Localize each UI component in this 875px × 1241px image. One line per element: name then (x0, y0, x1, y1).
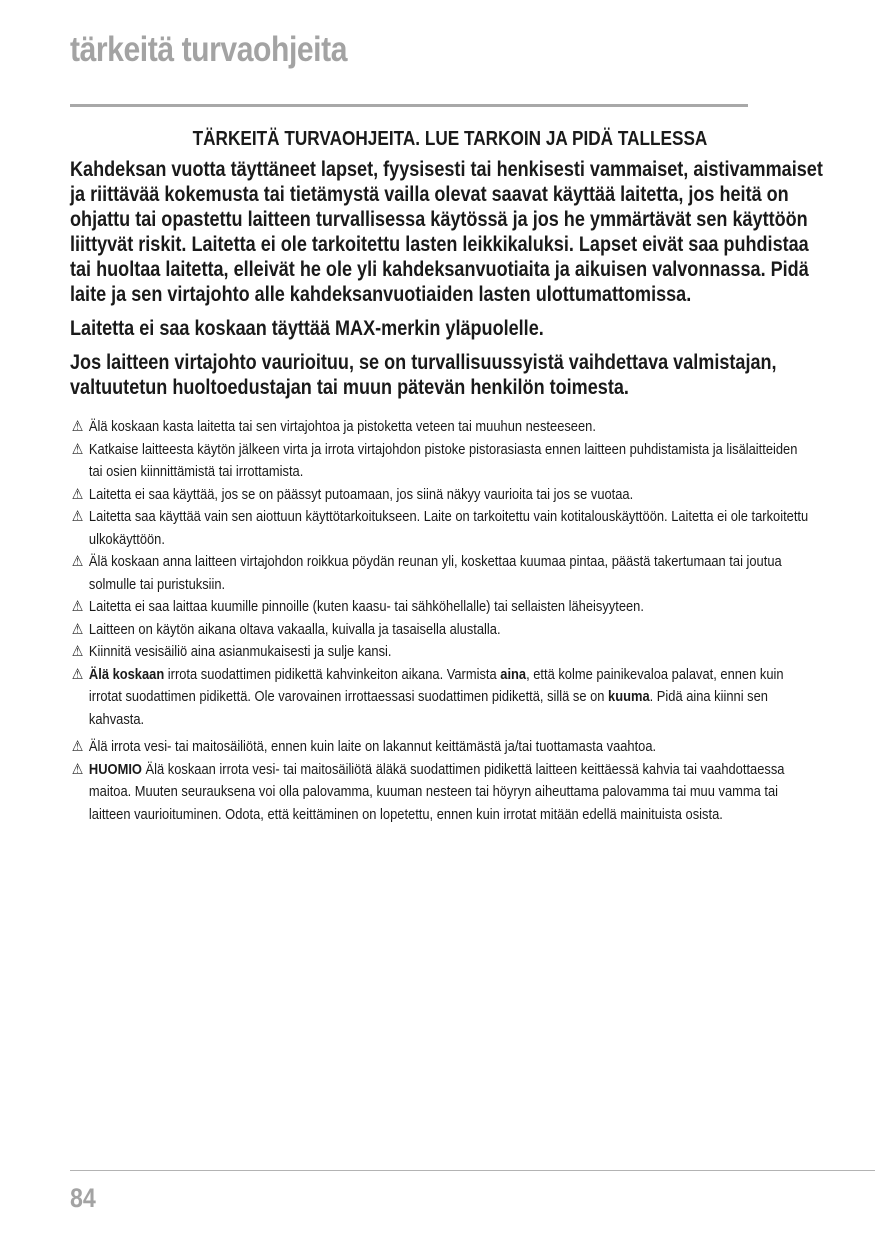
filter-holder-warning (70, 664, 811, 732)
warning-item (70, 416, 811, 439)
warning-text: irrota suodattimen pidikettä kahvinkeiton aikana. Varmista (164, 665, 501, 683)
warning-text: , että kolme painikevaloa palavat, ennen kuin irrotat suodattimen pidikettä. Ole varovainen irrottaessasi suodattimen pidikettä, sillä se on (88, 665, 784, 705)
emphasis: aina (500, 665, 527, 683)
warning-triangle-icon: ⚠ (71, 760, 84, 778)
main-content (70, 128, 830, 826)
warning-text: . Pidä aina kiinni sen kahvasta. (88, 688, 768, 728)
children-safety-paragraph: Kahdeksan vuotta täyttäneet lapset, fyysisesti tai henkisesti vammaiset, aistivammaiset ja riittävää kokemusta tai tietämystä vailla olevat saavat käyttää laitetta, jos heitä on ohjattu tai opastettu laitteen turvallisessa käytössä ja jos he ymmärtävät sen käyttöön liittyvät riskit. Laitetta ei ole tarkoitettu lasten leikkikaluksi. Lapset eivät saa puhdistaa tai huoltaa laitetta, elleivät he ole yli kahdeksanvuotiaita ja aikuisen valvonnassa. Pidä laite ja sen virtajohto alle kahdeksanvuotiaiden lasten ulottumattomissa. (70, 158, 823, 306)
warning-triangle-icon: ⚠ (71, 620, 84, 638)
warning-triangle-icon: ⚠ (71, 440, 84, 458)
section-heading: TÄRKEITÄ TURVAOHJEITA. LUE TARKOIN JA PIDÄ TALLESSA (192, 128, 708, 150)
warning-text: Laitetta ei saa laittaa kuumille pinnoille (kuten kaasu- tai sähköhellalle) tai sellaisten läheisyyteen. (88, 598, 644, 615)
warning-triangle-icon: ⚠ (71, 553, 84, 570)
emphasis: kuuma (608, 688, 650, 705)
warning-text: Älä koskaan kasta laitetta tai sen virtajohtoa ja pistoketta veteen tai muuhun nesteeseen. (88, 418, 596, 435)
warning-triangle-icon: ⚠ (71, 665, 84, 683)
warning-item (70, 619, 811, 642)
warning-item (70, 484, 811, 507)
warning-triangle-icon: ⚠ (71, 508, 84, 525)
warning-text: Älä koskaan anna laitteen virtajohdon roikkua pöydän reunan yli, koskettaa kuumaa pintaa, päästä takertumaan tai joutua solmulle tai puristuksiin. (88, 553, 782, 593)
max-fill-paragraph: Laitetta ei saa koskaan täyttää MAX-merkin yläpuolelle. (70, 317, 544, 340)
warning-triangle-icon: ⚠ (71, 598, 84, 615)
warning-text: Älä koskaan irrota vesi- tai maitosäiliötä äläkä suodattimen pidikettä laitteen keittäessä kahvia tai vaahdottaessa maitoa. Muuten seurauksena voi olla palovamma, kuuman nesteen tai höyryn aiheuttama palovamma tai muu vamma tai laitteen vaurioituminen. Odota, että keittäminen on lopetettu, ennen kuin irrotat mitään edellä mainituista osista. (88, 760, 785, 823)
warning-item (70, 506, 811, 551)
warning-item (70, 439, 811, 484)
warning-list (70, 416, 830, 826)
footer-divider (70, 1170, 875, 1171)
page-title: tärkeitä turvaohjeita (70, 30, 348, 69)
warning-item (70, 551, 811, 596)
warning-item (70, 641, 811, 664)
tank-warning (70, 736, 811, 759)
warning-text: Laitteen on käytön aikana oltava vakaalla, kuivalla ja tasaisella alustalla. (88, 620, 501, 638)
note-label: HUOMIO (88, 760, 142, 778)
warning-triangle-icon: ⚠ (71, 485, 84, 503)
note-warning (70, 759, 811, 827)
warning-text: Älä irrota vesi- tai maitosäiliötä, ennen kuin laite on lakannut keittämästä ja/tai tuottamasta vaahtoa. (88, 738, 657, 755)
title-divider (70, 104, 748, 107)
warning-triangle-icon: ⚠ (71, 418, 84, 435)
power-cord-paragraph: Jos laitteen virtajohto vaurioituu, se on turvallisuussyistä vaihdettava valmistajan, valtuutetun huoltoedustajan tai muun pätevän henkilön toimesta. (70, 351, 777, 399)
warning-item (70, 596, 811, 619)
warning-text: Laitetta saa käyttää vain sen aiottuun käyttötarkoitukseen. Laite on tarkoitettu vain kotitalouskäyttöön. Laitetta ei ole tarkoitettu ulkokäyttöön. (88, 508, 809, 548)
warning-text: Katkaise laitteesta käytön jälkeen virta ja irrota virtajohdon pistoke pistorasiasta ennen laitteen puhdistamista ja lisälaitteiden tai osien kiinnittämistä tai irrottamista. (88, 440, 798, 480)
warning-triangle-icon: ⚠ (71, 643, 84, 660)
warning-triangle-icon: ⚠ (71, 738, 84, 755)
warning-text: Kiinnitä vesisäiliö aina asianmukaisesti ja sulje kansi. (88, 643, 392, 660)
page-number: 84 (70, 1183, 96, 1213)
emphasis: Älä koskaan (88, 665, 165, 683)
warning-text: Laitetta ei saa käyttää, jos se on päässyt putoamaan, jos siinä näkyy vaurioita tai jos se vuotaa. (88, 485, 634, 503)
